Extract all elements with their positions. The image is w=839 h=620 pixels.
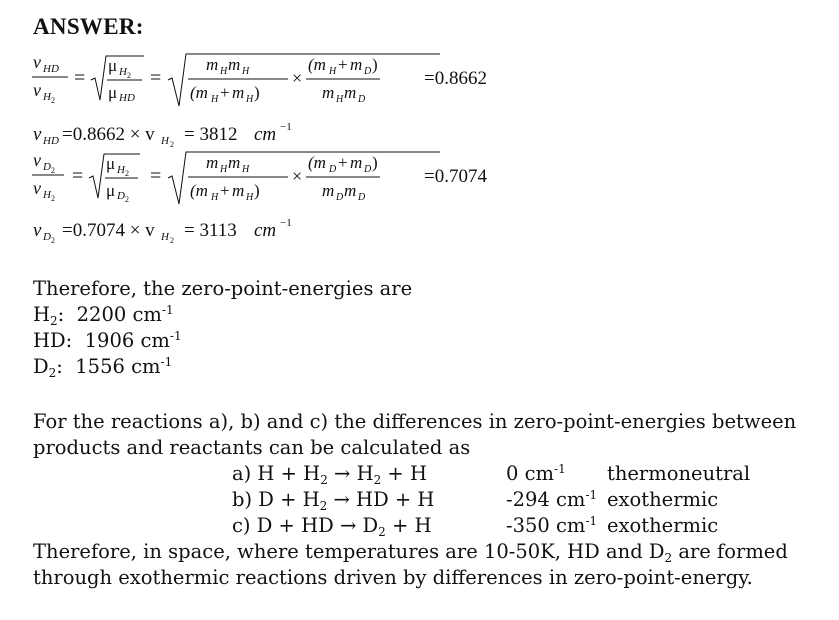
svg-text:D: D: [358, 94, 366, 105]
svg-text:+: +: [220, 181, 230, 200]
zpe-row-h2: $H_2$: 2200 $cm^{-1}$: [33, 303, 174, 328]
arrow-icon: →: [334, 462, 351, 485]
svg-text:H: H: [117, 164, 125, 176]
zpe-species: D: [33, 355, 49, 378]
svg-text:D: D: [43, 231, 51, 243]
svg-text:m: m: [232, 83, 245, 102]
svg-text:D: D: [358, 192, 366, 203]
conclusion-line2: through exothermic reactions driven by differences in zero-point-energy.: [33, 566, 753, 589]
svg-text:ν: ν: [33, 52, 41, 72]
svg-text:H: H: [220, 66, 228, 77]
d2-result-unit-exp: −1: [280, 217, 292, 229]
reaction-b-value: -294 $cm^{-1}$: [506, 488, 598, 511]
d2-result-unit: cm: [254, 220, 277, 241]
reactions-intro-line1: For the reactions a), b) and c) the differences in zero-point-energies between: [33, 410, 797, 433]
hd-ratio-value: =0.8662: [424, 68, 487, 89]
svg-text:2: 2: [125, 195, 129, 204]
svg-text:2: 2: [51, 96, 55, 105]
reaction-b-type: exothermic: [607, 488, 719, 511]
reaction-b-equation: b) $D + H_2$ → HD + H: [232, 488, 435, 513]
reaction-a-value: 0 $cm^{-1}$: [506, 462, 566, 485]
svg-text:H: H: [246, 192, 254, 203]
svg-text:m: m: [228, 55, 241, 74]
svg-text:D: D: [364, 164, 372, 175]
svg-text:): ): [254, 181, 260, 200]
svg-text:D: D: [329, 164, 337, 175]
svg-text:ν: ν: [33, 150, 41, 170]
svg-text:m: m: [206, 153, 219, 172]
svg-text:m: m: [232, 181, 245, 200]
svg-text:2: 2: [51, 236, 55, 245]
hd-result-unit-exp: −1: [280, 121, 292, 133]
zpe-row-hd: HD: 1906 $cm^{-1}$: [33, 329, 182, 352]
svg-text:=: =: [74, 67, 86, 89]
svg-text:m: m: [206, 55, 219, 74]
svg-text:×: ×: [292, 166, 303, 186]
answer-heading: ANSWER:: [33, 14, 144, 39]
svg-text:H: H: [43, 91, 51, 103]
svg-text:m: m: [350, 153, 363, 172]
svg-text:H: H: [119, 66, 127, 78]
svg-text:m: m: [344, 181, 357, 200]
svg-text:2: 2: [170, 140, 174, 149]
svg-text:ν: ν: [33, 220, 42, 241]
svg-text:(m: (m: [308, 153, 326, 172]
svg-text:H: H: [211, 192, 219, 203]
svg-text:ν: ν: [33, 178, 41, 198]
svg-text:H: H: [336, 94, 344, 105]
zpe-species-sub: 2: [50, 314, 58, 328]
svg-text:H: H: [161, 231, 169, 243]
svg-text:H: H: [246, 94, 254, 105]
svg-text:(m: (m: [190, 181, 208, 200]
reaction-a-equation: a) $H + H_2 \to H_2 + H$: [232, 462, 427, 487]
svg-text:ν: ν: [33, 80, 41, 100]
svg-text:2: 2: [51, 166, 55, 175]
svg-text:H: H: [211, 94, 219, 105]
zpe-row-d2: $D_2$: 1556 $cm^{-1}$: [33, 355, 173, 380]
svg-text:μ: μ: [108, 83, 118, 102]
svg-text:+: +: [220, 83, 230, 102]
svg-text:=: =: [72, 165, 84, 187]
svg-text:HD: HD: [43, 135, 59, 147]
zpe-value: 1556: [75, 355, 125, 378]
zpe-value: 1906: [84, 329, 135, 352]
svg-text:2: 2: [51, 194, 55, 203]
svg-text:): ): [254, 83, 260, 102]
svg-text:m: m: [228, 153, 241, 172]
svg-text:m: m: [350, 55, 363, 74]
svg-text:m: m: [344, 83, 357, 102]
reaction-c-value: -350 $cm^{-1}$: [506, 514, 598, 537]
svg-text:μ: μ: [106, 181, 116, 200]
conclusion-line1: Therefore, in space, where temperatures are 10-50K, HD and $D_2$ are formed: [33, 540, 788, 565]
svg-text:HD: HD: [119, 92, 135, 104]
svg-text:×: ×: [292, 68, 303, 88]
svg-text:D: D: [43, 161, 51, 173]
svg-text:ν: ν: [33, 124, 42, 145]
reactions-intro-line2: products and reactants can be calculated as: [33, 436, 471, 459]
svg-text:H: H: [220, 164, 228, 175]
svg-text:m: m: [322, 83, 335, 102]
d2-result-expression: =0.7074 × v: [62, 220, 155, 241]
svg-text:μ: μ: [106, 154, 116, 173]
svg-text:D: D: [364, 66, 372, 77]
zpe-species: HD: [33, 329, 66, 352]
zpe-species: H: [33, 303, 51, 326]
svg-text:H: H: [242, 164, 250, 175]
hd-result-value: = 3812: [184, 124, 238, 145]
svg-text:H: H: [43, 189, 51, 201]
svg-text:HD: HD: [43, 63, 59, 75]
svg-text:m: m: [322, 181, 335, 200]
reaction-c-equation: c) D + HD → $D_2 + H$: [232, 514, 432, 539]
zpe-species-sub: 2: [48, 366, 57, 380]
svg-text:H: H: [161, 135, 169, 147]
svg-text:+: +: [338, 153, 348, 172]
svg-text:2: 2: [170, 236, 174, 245]
svg-text:): ): [372, 153, 378, 172]
svg-text:=: =: [150, 67, 162, 89]
svg-text:H: H: [242, 66, 250, 77]
arrow-icon: →: [333, 488, 350, 511]
svg-text:+: +: [338, 55, 348, 74]
reaction-c-type: exothermic: [607, 514, 719, 537]
svg-text:μ: μ: [108, 56, 118, 75]
svg-text:2: 2: [127, 71, 131, 80]
svg-text:): ): [372, 55, 378, 74]
svg-text:(m: (m: [190, 83, 208, 102]
svg-text:D: D: [336, 192, 344, 203]
hd-result-unit: cm: [254, 124, 277, 145]
hd-result-expression: =0.8662 × v: [62, 124, 155, 145]
d2-frequency-ratio-equation: [28, 146, 588, 266]
d2-ratio-value: =0.7074: [424, 166, 487, 187]
zpe-intro: Therefore, the zero-point-energies are: [33, 277, 413, 300]
reaction-a-type: thermoneutral: [607, 462, 751, 485]
zpe-value: 2200: [76, 303, 127, 326]
svg-text:2: 2: [125, 169, 129, 178]
arrow-icon: →: [339, 514, 357, 537]
svg-text:D: D: [117, 190, 125, 202]
d2-result-value: = 3113: [184, 220, 237, 241]
svg-text:(m: (m: [308, 55, 326, 74]
svg-text:H: H: [329, 66, 337, 77]
svg-text:=: =: [150, 165, 162, 187]
